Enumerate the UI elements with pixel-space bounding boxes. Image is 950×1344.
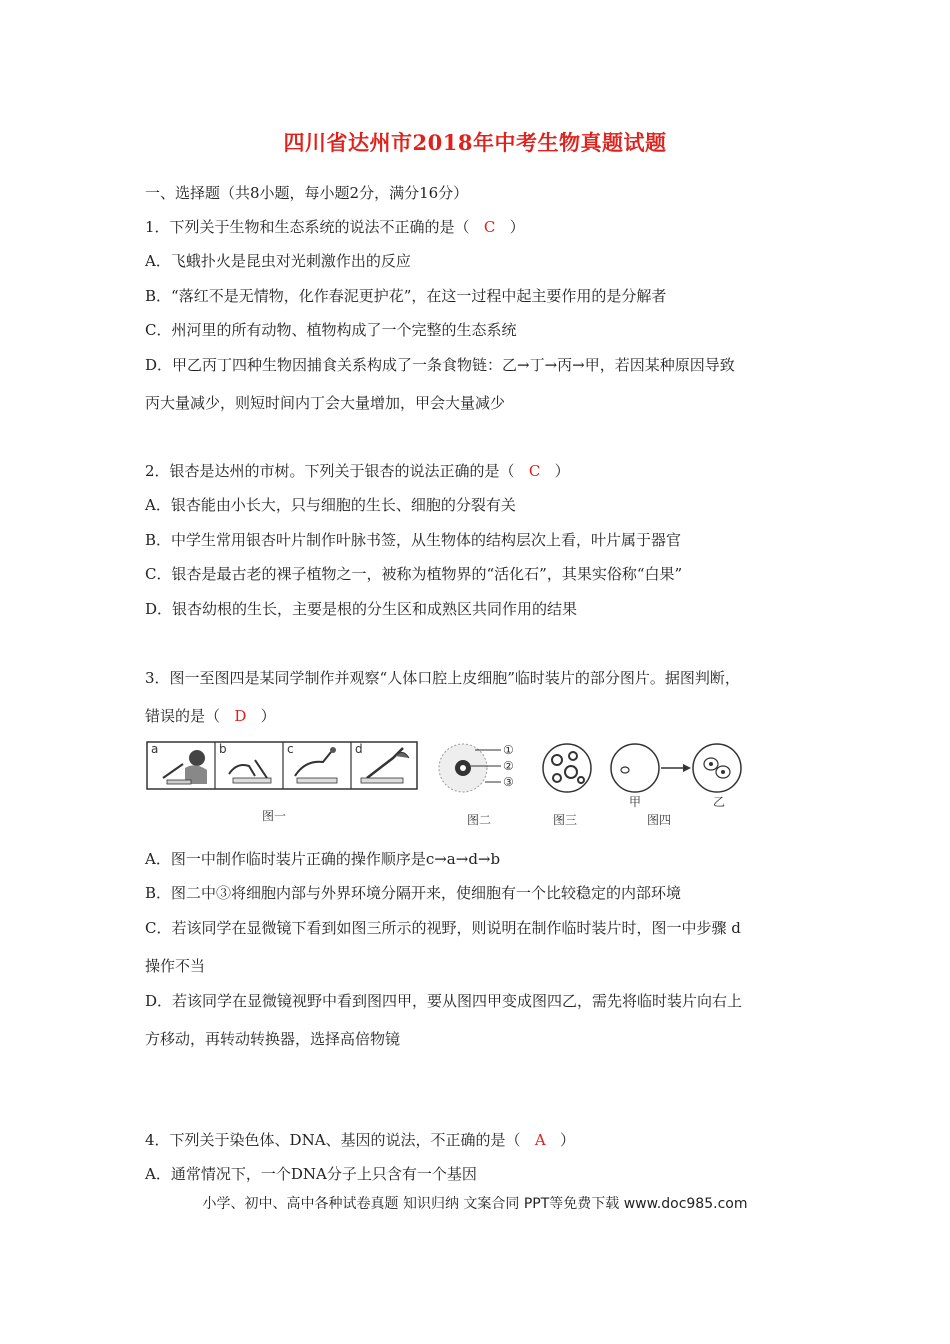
- option-line: A．银杏能由小长大，只与细胞的生长、细胞的分裂有关: [145, 496, 516, 514]
- answer-letter: D: [234, 707, 247, 725]
- option-line: D．甲乙丙丁四种生物因捕食关系构成了一条食物链：乙→丁→丙→甲，若因某种原因导致: [145, 356, 735, 374]
- option-line: C．若该同学在显微镜下看到如图三所示的视野，则说明在制作临时装片时，图一中步骤 d: [145, 919, 741, 937]
- question-stem-text: ）: [260, 707, 276, 725]
- option-line: B．图二中③将细胞内部与外界环境分隔开来，使细胞有一个比较稳定的内部环境: [145, 884, 682, 902]
- section-header: 一、选择题（共8小题，每小题2分，满分16分）: [145, 184, 469, 202]
- question-4-stem: [145, 1130, 575, 1150]
- question-stem-text: 2．银杏是达州的市树。下列关于银杏的说法正确的是（: [145, 462, 515, 480]
- step-label-b: b: [219, 742, 227, 756]
- footer-text: 小学、初中、高中各种试卷真题 知识归纳 文案合同 PPT等免费下载 www.doc985.com: [202, 1196, 748, 1212]
- question-stem-text: 4．下列关于染色体、DNA、基因的说法，不正确的是（: [145, 1131, 521, 1149]
- question-stem-text: ）: [554, 462, 570, 480]
- figure-2: [439, 743, 514, 827]
- option-line: D．银杏幼根的生长，主要是根的分生区和成熟区共同作用的结果: [145, 600, 578, 618]
- option-line: B．中学生常用银杏叶片制作叶脉书签，从生物体的结构层次上看，叶片属于器官: [145, 531, 682, 549]
- figure-1: [147, 742, 417, 823]
- question-2-stem: [145, 461, 570, 481]
- figure-1-label: 图一: [262, 809, 287, 823]
- option-line: D．若该同学在显微镜视野中看到图四甲，要从图四甲变成图四乙，需先将临时装片向右上: [145, 992, 743, 1010]
- option-line: C．州河里的所有动物、植物构成了一个完整的生态系统: [145, 321, 517, 339]
- question-stem-text: 错误的是（: [145, 707, 221, 725]
- figure-4-yi: 乙: [713, 795, 726, 809]
- step-label-c: c: [287, 742, 294, 756]
- figure-2-mark-3: ③: [503, 775, 514, 789]
- step-b-illustration: [229, 760, 271, 783]
- figure-2-mark-1: ①: [503, 743, 514, 757]
- step-label-d: d: [355, 742, 363, 756]
- question-stem-text: 1．下列关于生物和生态系统的说法不正确的是（: [145, 218, 470, 236]
- figure-4-jia: 甲: [629, 795, 642, 809]
- figure-2-mark-2: ②: [503, 759, 514, 773]
- figure-illustration: [145, 738, 765, 830]
- question-3-stem-line1: 3．图一至图四是某同学制作并观察“人体口腔上皮细胞”临时装片的部分图片。据图判断，: [145, 669, 740, 687]
- question-stem-text: ）: [560, 1131, 576, 1149]
- option-line: A．通常情况下，一个DNA分子上只含有一个基因: [145, 1165, 477, 1183]
- answer-letter: C: [483, 218, 496, 236]
- figure-4-label: 图四: [647, 813, 672, 827]
- page-title: 四川省达州市2018年中考生物真题试题: [283, 130, 667, 155]
- answer-letter: C: [528, 462, 541, 480]
- step-a-illustration: [163, 750, 207, 784]
- figure-3-label: 图三: [553, 813, 578, 827]
- answer-letter: A: [534, 1131, 546, 1149]
- option-line: A．飞蛾扑火是昆虫对光刺激作出的反应: [145, 252, 411, 270]
- figure-3: [543, 744, 591, 827]
- question-stem-text: ）: [509, 218, 525, 236]
- step-d-illustration: [361, 748, 409, 783]
- question-3-stem-line2: [145, 706, 276, 726]
- option-line: A．图一中制作临时装片正确的操作顺序是c→a→d→b: [145, 850, 501, 868]
- option-line: 操作不当: [145, 957, 206, 975]
- option-line: 方移动，再转动转换器，选择高倍物镜: [145, 1030, 401, 1048]
- option-line: C．银杏是最古老的裸子植物之一，被称为植物界的“活化石”，其果实俗称“白果”: [145, 565, 683, 583]
- figure-2-label: 图二: [467, 813, 492, 827]
- question-3-figures: [145, 738, 765, 830]
- option-line: B．“落红不是无情物，化作春泥更护花”，在这一过程中起主要作用的是分解者: [145, 287, 667, 305]
- question-1-stem: [145, 217, 525, 237]
- step-label-a: a: [151, 742, 159, 756]
- figure-4: [611, 744, 741, 827]
- step-c-illustration: [295, 747, 337, 783]
- option-line: 丙大量减少，则短时间内丁会大量增加，甲会大量减少: [145, 394, 506, 412]
